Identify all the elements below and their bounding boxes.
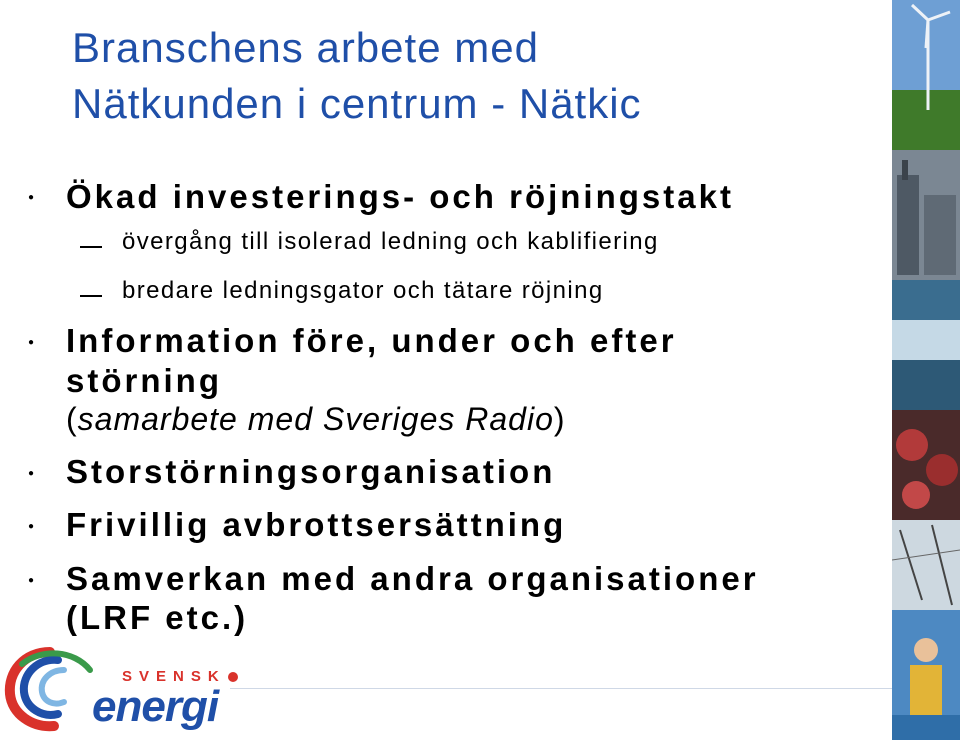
bullet-dot-icon: ● bbox=[28, 468, 35, 479]
logo-main-text: energi bbox=[92, 682, 219, 731]
svensk-energi-logo bbox=[0, 638, 240, 738]
bullet-item-2-line-1: Information före, under och efter bbox=[66, 322, 677, 359]
title-line-2: Nätkunden i centrum - Nätkic bbox=[72, 80, 642, 127]
dash-icon bbox=[80, 295, 102, 297]
logo-swirl-icon bbox=[2, 644, 98, 734]
bullet-dot-icon: ● bbox=[28, 337, 35, 348]
bullet-dot-icon: ● bbox=[28, 575, 35, 586]
bullet-dot-icon: ● bbox=[28, 192, 35, 203]
logo-dot-icon bbox=[228, 672, 238, 682]
bullet-item-2-line-2: störning bbox=[66, 362, 222, 399]
bullet-item-1: Ökad investerings- och röjningstakt bbox=[66, 178, 734, 215]
dash-icon bbox=[80, 246, 102, 248]
note-open: ( bbox=[66, 401, 78, 437]
photo-collage-icon bbox=[892, 0, 960, 740]
note-close: ) bbox=[553, 401, 566, 437]
bullet-item-5-line-2: (LRF etc.) bbox=[66, 599, 249, 636]
photo-strip bbox=[892, 0, 960, 740]
logo-top-text: SVENSK bbox=[122, 668, 226, 685]
bullet-item-2-note bbox=[66, 401, 566, 438]
sub-item-2: bredare ledningsgator och tätare röjning bbox=[122, 277, 604, 304]
title-line-1: Branschens arbete med bbox=[72, 24, 539, 71]
note-text: samarbete med Sveriges Radio bbox=[77, 401, 554, 437]
footer-divider bbox=[230, 688, 892, 689]
bullet-item-4: Frivillig avbrottsersättning bbox=[66, 506, 567, 543]
bullet-item-5-line-1: Samverkan med andra organisationer bbox=[66, 560, 759, 597]
bullet-dot-icon: ● bbox=[28, 521, 35, 532]
bullet-item-3: Storstörningsorganisation bbox=[66, 453, 556, 490]
sub-item-1: övergång till isolerad ledning och kablifiering bbox=[122, 228, 659, 255]
